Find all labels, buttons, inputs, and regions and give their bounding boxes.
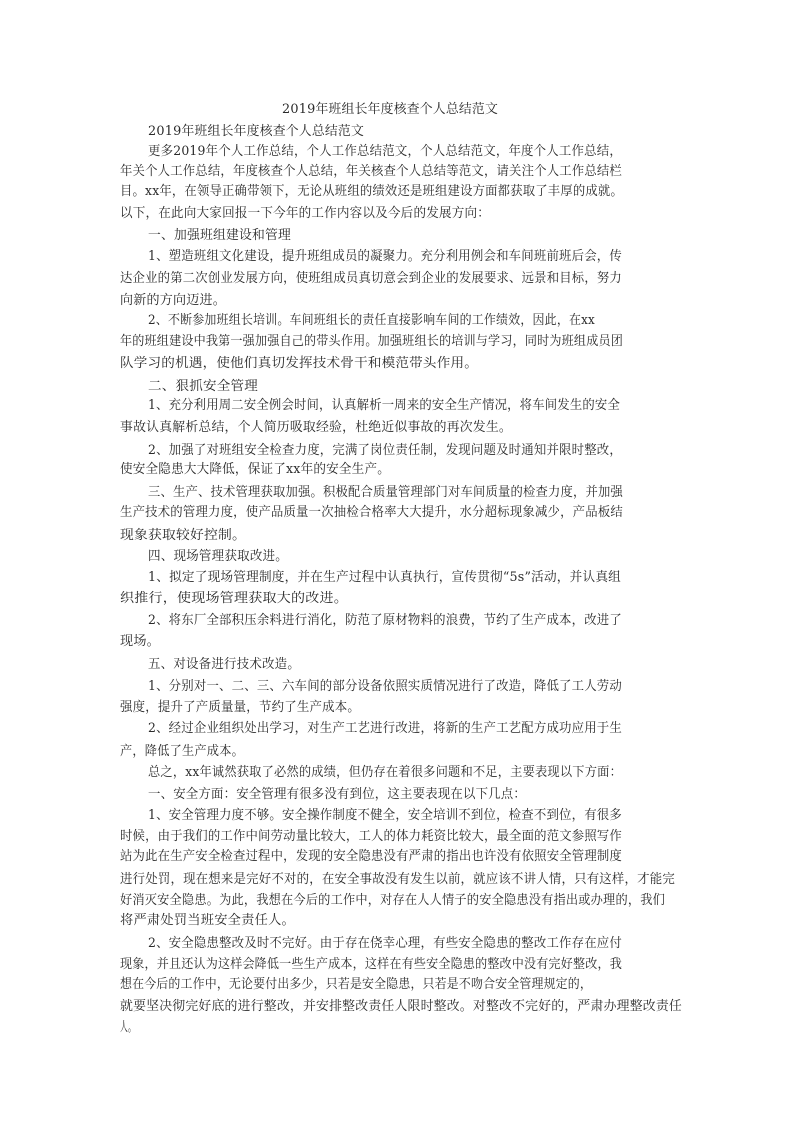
paragraph-line: 年关个人工作总结，年度核查个人总结，年关核查个人总结等范文，请关注个人工作总结栏 [120,164,622,179]
paragraph-line: 现象获取较好控制。 [120,528,246,543]
paragraph-line: 1、拟定了现场管理制度，并在生产过程中认真执行，宣传贯彻“5s”活动，并认真组 [148,570,621,585]
paragraph-line: 一、安全方面：安全管理有很多没有到位，这主要表现在以下几点： [148,787,526,802]
paragraph-line: 产，降低了生产成本。 [120,744,244,759]
paragraph-line: 2、经过企业组织处出学习，对生产工艺进行改进，将新的生产工艺配方成功应用于生 [148,721,622,736]
paragraph-line: 2、将东厂全部积压余料进行消化，防范了原材物料的浪费，节约了生产成本，改进了 [148,613,622,628]
paragraph-line: 四、现场管理获取改进。 [148,549,288,564]
paragraph-line: 2、不断参加班组长培训。车间班组长的责任直接影响车间的工作绩效，因此，在xx [148,313,595,328]
paragraph-line: 现象，并且还认为这样会降低一些生产成本，这样在有些安全隐患的整改中没有完好整改，我 [120,957,622,972]
paragraph-line: 时候，由于我们的工作中间劳动量比较大，工人的体力耗资比较大，最全面的范文参照写作 [120,829,622,844]
paragraph-line: 1、分别对一、二、三、六车间的部分设备依照实质情况进行了改造，降低了工人劳动 [148,679,622,694]
paragraph-line: 就要坚决彻完好底的进行整改，并安排整改责任人限时整改。对整改不完好的，严肃办理整改责任 [120,999,682,1014]
paragraph-line: 队学习的机遇，使他们真切发挥技术骨干和模范带头作用。 [120,356,478,371]
paragraph-line: 站为此在生产安全检查过程中，发现的安全隐患没有严肃的指出也许没有依照安全管理制度 [120,849,622,864]
paragraph-line: 事故认真解析总结，个人简历吸取经验，杜绝近似事故的再次发生。 [120,420,512,435]
paragraph-line: 使安全隐患大大降低，保证了xx年的安全生产。 [120,462,390,477]
paragraph-line: 生产技术的管理力度，使产品质量一次抽检合格率大大提升，水分超标现象减少，产品板结 [120,505,623,520]
paragraph-line: 强度，提升了产质量量，节约了生产成本。 [120,700,360,715]
document-title: 2019年班组长年度核查个人总结范文 [282,102,498,117]
paragraph-line: 织推行，使现场管理获取大的改进。 [120,591,348,606]
paragraph-line: 目。xx年，在领导正确带领下，无论从班组的绩效还是班组建设方面都获取了丰厚的成就。 [120,184,623,199]
paragraph-line: 以下，在此向大家回报一下今年的工作内容以及今后的发展方向： [120,206,490,221]
paragraph-line: 将严肃处罚当班安全责任人。 [120,913,295,928]
paragraph-line: 一、加强班组建设和管理 [148,228,291,243]
paragraph-line: 想在今后的工作中，无论要付出多少，只若是安全隐患，只若是不吻合安全管理规定的， [120,977,592,992]
paragraph-line: 年的班组建设中我第一强加强自己的带头作用。加强班组长的培训与学习，同时为班组成员团 [120,334,623,349]
paragraph-line: 2019年班组长年度核查个人总结范文 [148,124,364,139]
paragraph-line: 更多2019年个人工作总结，个人工作总结范文，个人总结范文，年度个人工作总结， [148,144,622,159]
paragraph-line: 五、对设备进行技术改造。 [148,657,300,672]
paragraph-line: 进行处罚，现在想来是完好不对的，在安全事故没有发生以前，就应该不讲人情，只有这样，才能完 [120,872,675,887]
paragraph-line: 达企业的第二次创业发展方向，使班组成员真切意会到企业的发展要求、远景和目标，努力 [120,271,622,286]
paragraph-line: 三、生产、技术管理获取加强。积极配合质量管理部门对车间质量的检查力度，并加强 [148,485,623,500]
paragraph-line: 人。 [120,1020,136,1035]
paragraph-line: 二、狠抓安全管理 [148,379,258,394]
paragraph-line: 好消灭安全隐患。为此，我想在今后的工作中，对存在人人情子的安全隐患没有指出或办理的，我们 [120,893,665,908]
paragraph-line: 1、安全管理力度不够。安全操作制度不健全，安全培训不到位，检查不到位，有很多 [148,808,622,823]
paragraph-line: 总之，xx年诚然获取了必然的成绩，但仍存在着很多问题和不足，主要表现以下方面： [148,765,622,780]
paragraph-line: 现场。 [120,634,160,649]
paragraph-line: 2、加强了对班组安全检查力度，完满了岗位责任制，发现问题及时通知并限时整改， [148,443,622,458]
paragraph-line: 向新的方向迈进。 [120,293,226,308]
paragraph-line: 2、安全隐患整改及时不完好。由于存在侥幸心理，有些安全隐患的整改工作存在应付 [148,936,622,951]
paragraph-line: 1、充分利用周二安全例会时间，认真解析一周来的安全生产情况，将车间发生的安全 [148,398,620,413]
paragraph-line: 1、塑造班组文化建设，提升班组成员的凝聚力。充分利用例会和车间班前班后会，传 [148,249,622,264]
